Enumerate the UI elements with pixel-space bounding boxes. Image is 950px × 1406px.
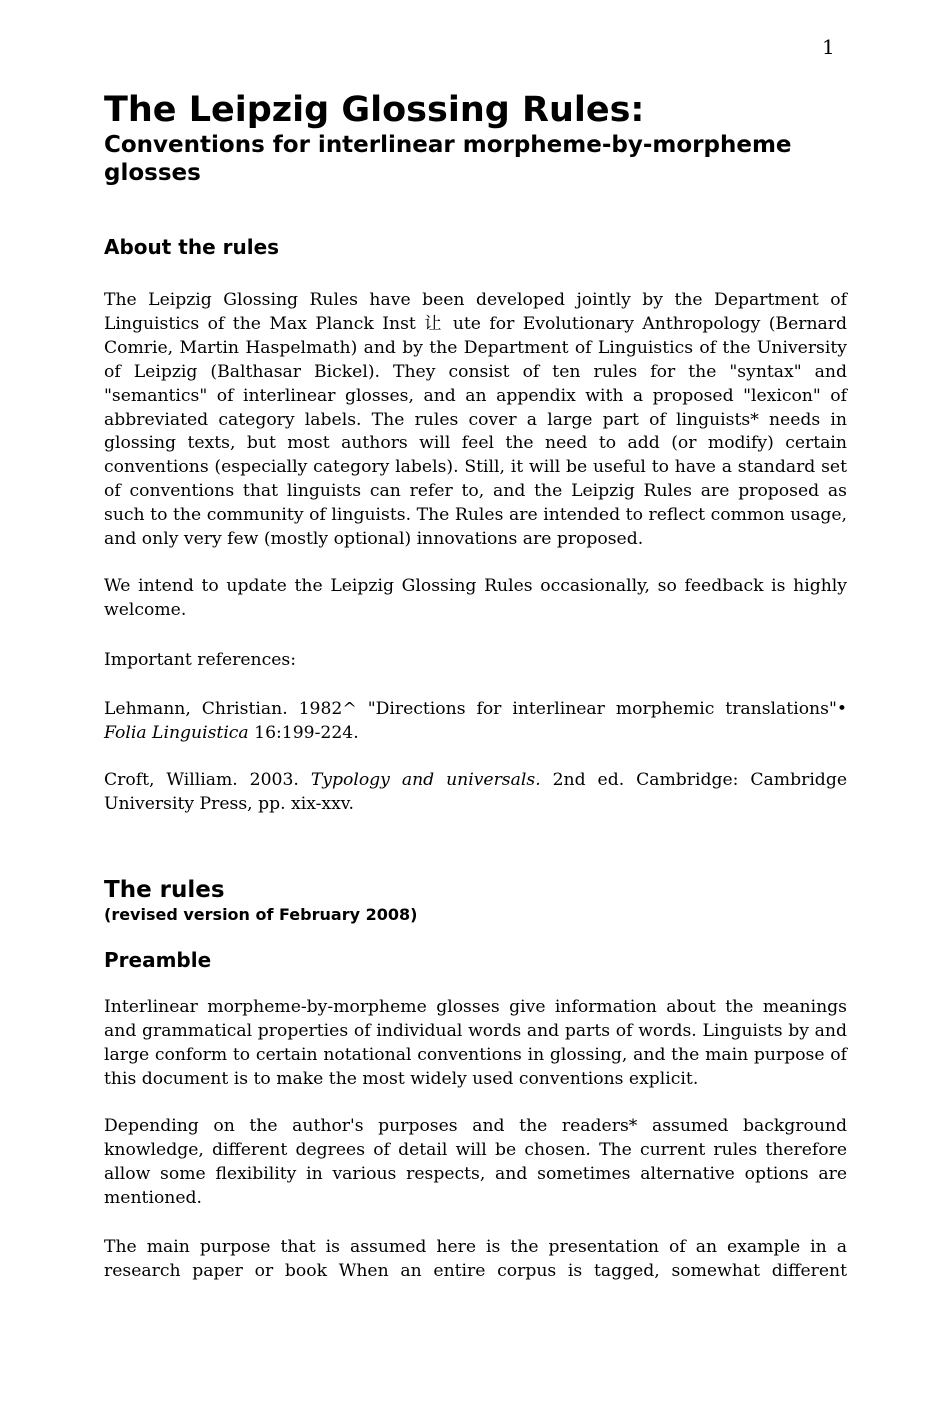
preamble-paragraph-1: Interlinear morpheme-by-morpheme glosses give information about the meanings and grammatical properties of individual words and parts of words. Linguists by and large conform to certain notational conventions in glossing, and the main purpose of this document is to make the most widely used conventions explicit. <box>104 997 847 1089</box>
preamble-paragraph-2: Depending on the author's purposes and the readers* assumed background knowledge, different degrees of detail will be chosen. The current rules therefore allow some flexibility in various respects, and sometimes alternative options are mentioned. <box>104 1116 847 1208</box>
reference-lehmann-journal: Folia Linguistica <box>104 722 249 743</box>
about-paragraph-1: The Leipzig Glossing Rules have been developed jointly by the Department of Linguistics of the Max Planck Inst 让 ute for Evolutionary Anthropology (Bernard Comrie, Martin Haspelmath) and by the Department of Linguistics of the University of Leipzig (Balthasar Bickel). They consist of ten rules for the "syntax" and "semantics" of interlinear glosses, and an appendix with a proposed "lexicon" of abbreviated category labels. The rules cover a large part of linguists* needs in glossing texts, but most authors will feel the need to add (or modify) certain conventions (especially category labels). Still, it will be useful to have a standard set of conventions that linguists can refer to, and the Leipzig Rules are proposed as such to the community of linguists. The Rules are intended to reflect common usage, and only very few (mostly optional) innovations are proposed. <box>104 290 847 550</box>
reference-lehmann-pages: 16:199-224. <box>248 722 359 743</box>
references-label: Important references: <box>104 650 297 670</box>
reference-lehmann-text: Lehmann, Christian. 1982^ "Directions for interlinear morphemic translations"• <box>104 699 847 719</box>
about-paragraph-2: We intend to update the Leipzig Glossing Rules occasionally, so feedback is highly welcome. <box>104 576 847 620</box>
reference-croft-book-title: Typology and universals. <box>310 770 541 790</box>
preamble-paragraph-3: The main purpose that is assumed here is the presentation of an example in a research paper or book When an entire corpus is tagged, somewhat different <box>104 1237 847 1281</box>
about-heading: About the rules <box>104 235 280 259</box>
reference-lehmann <box>104 698 847 746</box>
document-subtitle: Conventions for interlinear morpheme-by-morpheme glosses <box>104 132 792 186</box>
rules-heading: The rules <box>104 877 225 903</box>
reference-croft-publisher: 2nd ed. Cambridge: Cambridge University Press, pp. xix-xxv. <box>104 770 847 814</box>
rules-revision-note: (revised version of February 2008) <box>104 905 418 924</box>
reference-croft-text: Croft, William. 2003. <box>104 770 311 790</box>
document-title: The Leipzig Glossing Rules: <box>104 90 645 130</box>
preamble-heading: Preamble <box>104 948 212 972</box>
reference-croft <box>104 769 847 817</box>
page-number: 1 <box>822 35 835 59</box>
